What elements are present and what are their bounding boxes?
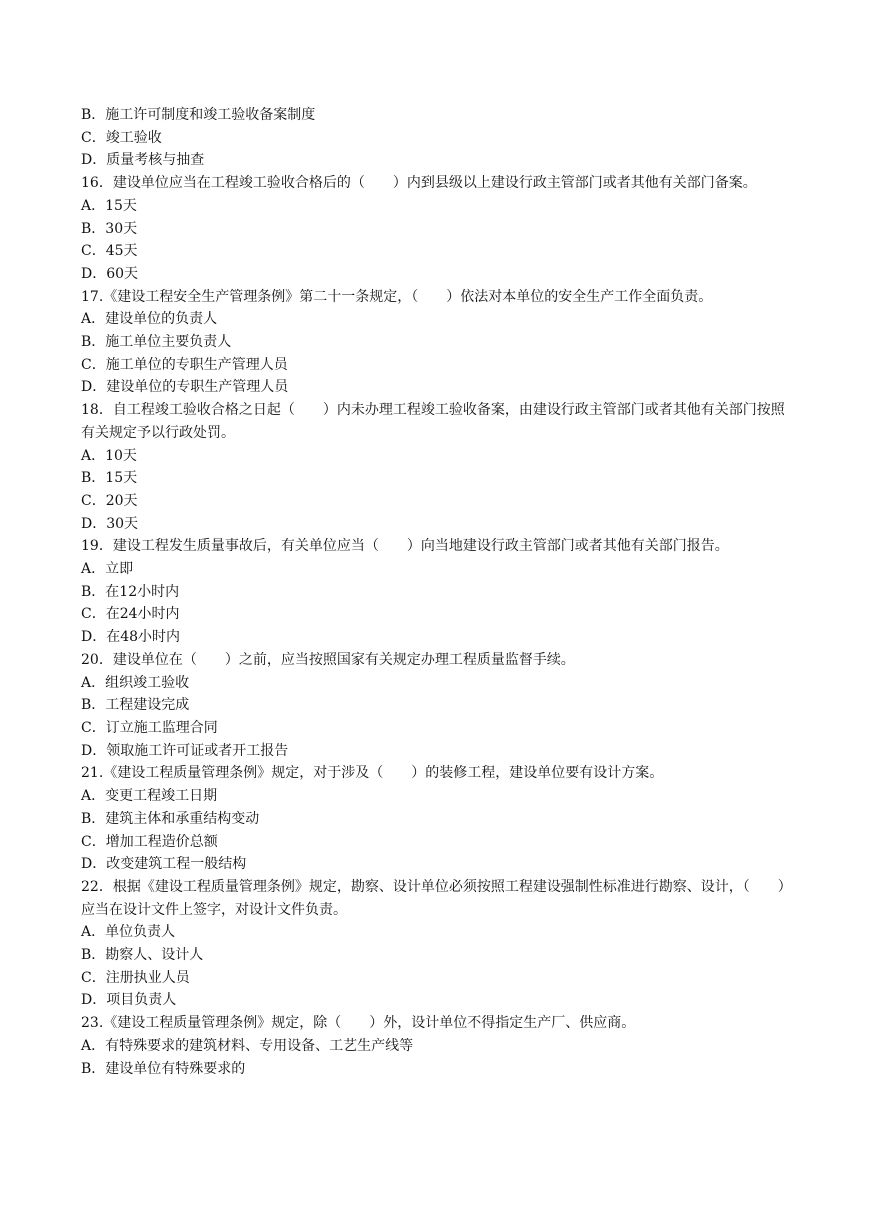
option-line: B．施工单位主要负责人 xyxy=(81,334,232,351)
option-line: D．项目负责人 xyxy=(81,992,177,1009)
option-line: B．建设单位有特殊要求的 xyxy=(81,1060,246,1077)
question-23: 23.《建设工程质量管理条例》规定，除（ ）外，设计单位不得指定生产厂、供应商。 xyxy=(81,1015,636,1032)
option-line: D．质量考核与抽查 xyxy=(81,152,205,169)
question-19: 19．建设工程发生质量事故后，有关单位应当（ ）向当地建设行政主管部门或者其他有关部门报告。 xyxy=(81,538,729,555)
option-line: D．在48小时内 xyxy=(81,629,181,646)
option-line: B．15天 xyxy=(81,470,138,487)
option-line: B．施工许可制度和竣工验收备案制度 xyxy=(81,107,316,123)
option-line: C．增加工程造价总额 xyxy=(81,833,218,850)
question-list xyxy=(81,104,791,1080)
option-line: A．有特殊要求的建筑材料、专用设备、工艺生产线等 xyxy=(81,1037,414,1054)
option-line: C．施工单位的专职生产管理人员 xyxy=(81,356,288,373)
option-line: B．建筑主体和承重结构变动 xyxy=(81,810,260,827)
option-line: A．变更工程竣工日期 xyxy=(81,788,218,805)
option-line: D．30天 xyxy=(81,515,139,532)
question-22: 22．根据《建设工程质量管理条例》规定，勘察、设计单位必须按照工程建设强制性标准进行勘察、设计，（ ）应当在设计文件上签字，对设计文件负责。 xyxy=(81,878,785,918)
option-line: C．20天 xyxy=(81,492,138,509)
option-line: B．在12小时内 xyxy=(81,583,180,600)
option-line: D．60天 xyxy=(81,265,139,282)
option-line: D．改变建筑工程一般结构 xyxy=(81,856,247,873)
question-20: 20．建设单位在（ ）之前，应当按照国家有关规定办理工程质量监督手续。 xyxy=(81,651,575,668)
question-17: 17.《建设工程安全生产管理条例》第二十一条规定，（ ）依法对本单位的安全生产工作全面负责。 xyxy=(81,288,713,305)
option-line: A．建设单位的负责人 xyxy=(81,311,218,328)
question-21: 21.《建设工程质量管理条例》规定，对于涉及（ ）的装修工程，建设单位要有设计方案。 xyxy=(81,765,664,782)
option-line: C．竣工验收 xyxy=(81,129,162,146)
option-line: C．订立施工监理合同 xyxy=(81,719,218,736)
option-line: B．30天 xyxy=(81,220,138,237)
option-line: D．领取施工许可证或者开工报告 xyxy=(81,742,289,759)
question-16: 16．建设单位应当在工程竣工验收合格后的（ ）内到县级以上建设行政主管部门或者其他有关部门备案。 xyxy=(81,175,757,192)
option-line: A．立即 xyxy=(81,561,134,578)
option-line: C．45天 xyxy=(81,243,138,260)
option-line: A．15天 xyxy=(81,197,137,214)
option-line: C．在24小时内 xyxy=(81,606,180,623)
option-line: B．工程建设完成 xyxy=(81,697,190,714)
option-line: D．建设单位的专职生产管理人员 xyxy=(81,379,289,396)
option-line: A．10天 xyxy=(81,447,137,464)
option-line: A．单位负责人 xyxy=(81,924,176,941)
question-18: 18．自工程竣工验收合格之日起（ ）内未办理工程竣工验收备案，由建设行政主管部门或者其他有关部门按照有关规定予以行政处罚。 xyxy=(81,402,785,441)
option-line: C．注册执业人员 xyxy=(81,969,190,986)
option-line: A．组织竣工验收 xyxy=(81,674,190,691)
option-line: B．勘察人、设计人 xyxy=(81,947,204,964)
